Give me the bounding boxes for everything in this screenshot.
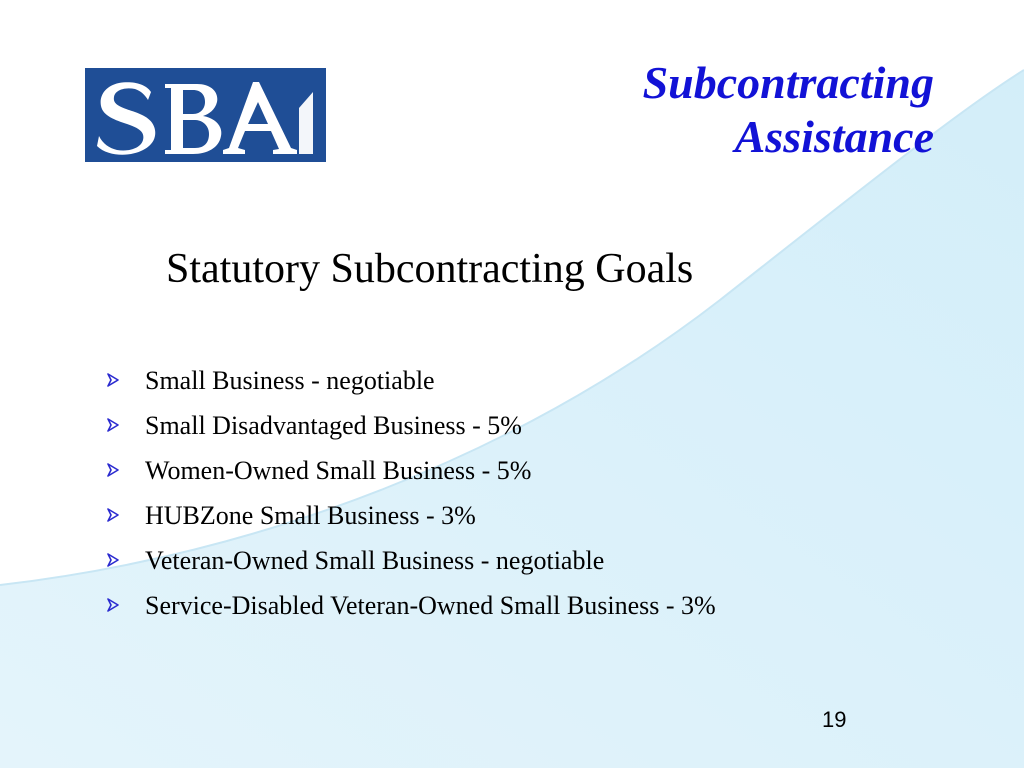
list-item-text: HUBZone Small Business - 3%	[145, 500, 476, 530]
list-item-text: Women-Owned Small Business - 5%	[145, 455, 532, 485]
list-item	[107, 493, 716, 538]
chevron-right-icon	[107, 508, 119, 522]
list-item	[107, 358, 716, 403]
section-heading: Statutory Subcontracting Goals	[166, 246, 694, 292]
slide-title	[643, 56, 934, 164]
list-item-text: Small Business - negotiable	[145, 365, 435, 395]
page-number: 19	[822, 707, 847, 732]
title-line-1: Subcontracting	[642, 57, 934, 108]
chevron-right-icon	[107, 553, 119, 567]
chevron-right-icon	[107, 598, 119, 612]
list-item-text: Veteran-Owned Small Business - negotiable	[145, 545, 605, 575]
list-item	[107, 583, 716, 628]
title-line-2: Assistance	[734, 111, 934, 162]
list-item	[107, 538, 716, 583]
sba-logo	[85, 68, 326, 162]
chevron-right-icon	[107, 418, 119, 432]
list-item-text: Small Disadvantaged Business - 5%	[145, 410, 522, 440]
goals-list	[107, 358, 716, 628]
list-item	[107, 403, 716, 448]
list-item	[107, 448, 716, 493]
chevron-right-icon	[107, 463, 119, 477]
sba-logo-icon	[85, 68, 326, 162]
list-item-text: Service-Disabled Veteran-Owned Small Business - 3%	[145, 590, 716, 620]
chevron-right-icon	[107, 373, 119, 387]
